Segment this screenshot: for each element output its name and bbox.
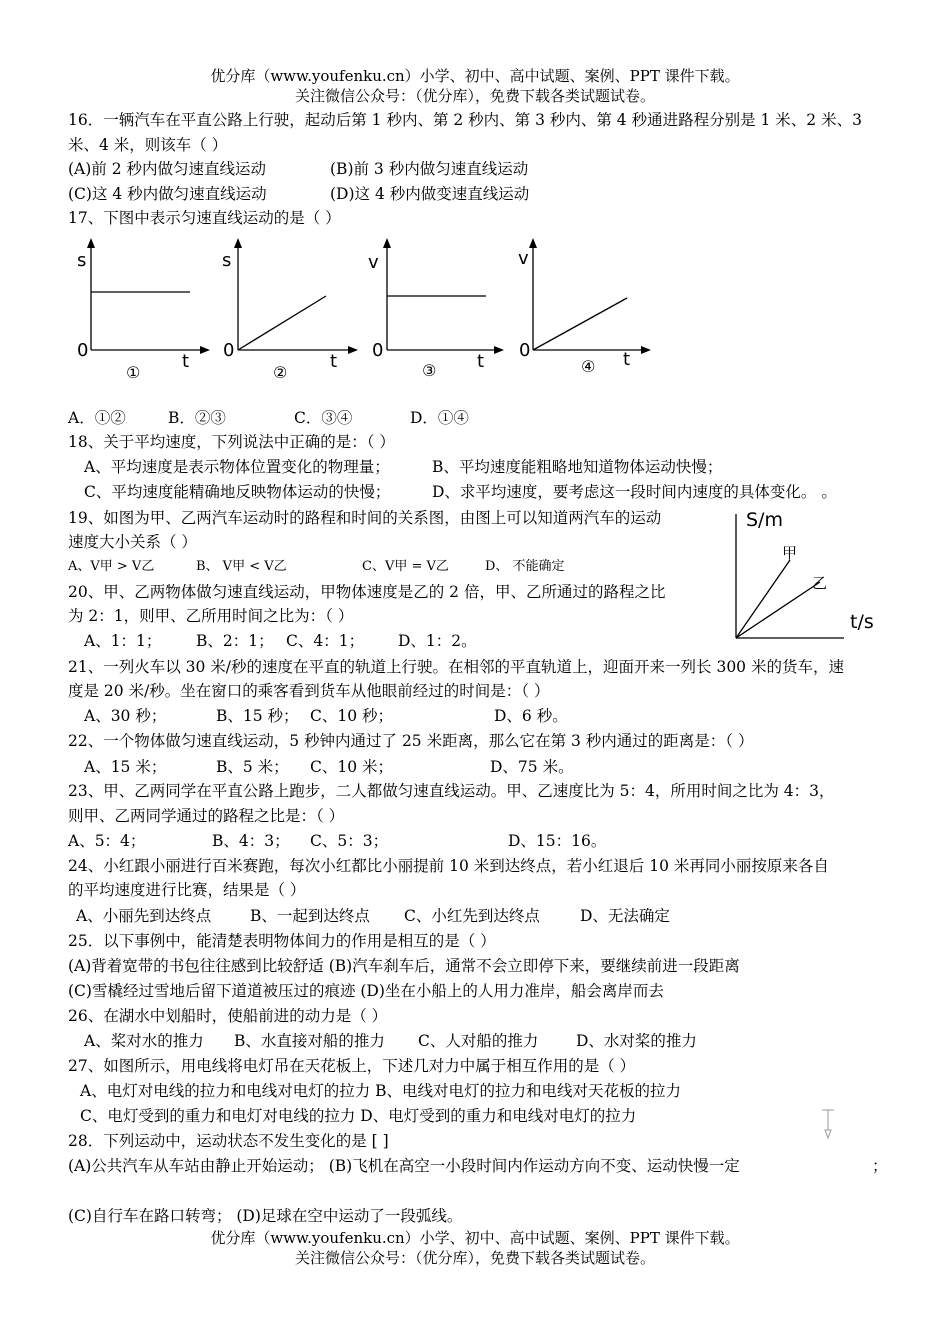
q26-stem: 26、在湖水中划船时，使船前进的动力是（ ） (68, 1007, 388, 1025)
q21-stem-1: 21、一列火车以 30 米/秒的速度在平直的轨道上行驶。在相邻的平直轨道上，迎面开来一列长 300 米的货车，速 (68, 658, 844, 676)
q21-option-c: C、10 秒； (310, 707, 394, 725)
q22-stem: 22、一个物体做匀速直线运动，5 秒钟内通过了 25 米距离，那么它在第 3 秒内通过的距离是：（ ） (68, 732, 754, 750)
q21-option-b: B、15 秒； (216, 707, 299, 725)
q28-options-ab: (A)公共汽车从车站由静止开始运动； (B)飞机在高空一小段时间内作运动方向不变、运动快慢一定 (68, 1157, 740, 1175)
q19-option-b: B、 V甲 < V乙 (196, 559, 287, 574)
q17-graph-4-xlabel: t (623, 349, 631, 370)
q22-option-a: A、15 米； (84, 758, 167, 776)
q28-semicolon: ； (872, 1157, 888, 1175)
q19-graph-line-jia: 甲 (782, 544, 798, 562)
header-line-2: 关注微信公众号：（优分库），免费下载各类试题试卷。 (294, 87, 655, 105)
q17-graph-2-number: ② (273, 363, 288, 382)
q25-options-cd: (C)雪橇经过雪地后留下道道被压过的痕迹 (D)坐在小船上的人用力准岸，船会离岸而去 (68, 982, 664, 1000)
q20-stem-2: 为 2：1，则甲、乙所用时间之比为：（ ） (68, 607, 354, 625)
q22-option-b: B、5 米； (216, 758, 289, 776)
q17-option-b: B．②③ (168, 409, 226, 427)
q17-graph-1-ylabel: s (77, 250, 87, 271)
q25-stem: 25．以下事例中，能清楚表明物体间力的作用是相互的是（ ） (68, 932, 496, 950)
q19-graph (722, 504, 902, 654)
q23-stem-1: 23、甲、乙两同学在平直公路上跑步，二人都做匀速直线运动。甲、乙速度比为 5：4，所用时间之比为 4：3， (68, 782, 835, 800)
q27-stem: 27、如图所示，用电线将电灯吊在天花板上，下述几对力中属于相互作用的是（ ） (68, 1057, 636, 1075)
q24-option-d: D、无法确定 (580, 907, 670, 925)
q17-graph-2-ylabel: s (222, 250, 232, 271)
q19-graph-xlabel: t/s (850, 611, 874, 633)
q20-option-a: A、1：1； (84, 632, 162, 650)
q17-graph-1-origin: 0 (77, 340, 89, 361)
q19-stem-1: 19、如图为甲、乙两汽车运动时的路程和时间的关系图，由图上可以知道两汽车的运动 (68, 509, 662, 527)
q19-option-d: D、 不能确定 (485, 559, 565, 574)
q16-option-c: (C)这 4 秒内做匀速直线运动 (68, 185, 267, 203)
q16-stem-2: 米、4 米，则该车（ ） (68, 136, 228, 154)
q24-option-a: A、小丽先到达终点 (76, 907, 212, 925)
q19-option-c: C、V甲 = V乙 (362, 559, 449, 574)
q17-graph-3 (368, 238, 504, 380)
q17-graph-4-origin: 0 (519, 340, 531, 361)
footer-line-1: 优分库（www.youfenku.cn）小学、初中、高中试题、案例、PPT 课件下载。 (210, 1229, 740, 1247)
header-line-1: 优分库（www.youfenku.cn）小学、初中、高中试题、案例、PPT 课件下载。 (210, 67, 740, 85)
q17-stem: 17、下图中表示匀速直线运动的是（ ） (68, 209, 341, 227)
q18-option-b: B、平均速度能粗略地知道物体运动快慢； (432, 458, 723, 476)
q17-graph-4-number: ④ (581, 357, 596, 376)
q16-option-d: (D)这 4 秒内做变速直线运动 (330, 185, 530, 203)
q17-option-a: A．①② (68, 409, 126, 427)
q18-option-c: C、平均速度能精确地反映物体运动的快慢； (84, 483, 391, 501)
q17-graph-2 (222, 238, 358, 382)
q24-stem-2: 的平均速度进行比赛，结果是（ ） (68, 881, 306, 899)
q16-option-a: (A)前 2 秒内做匀速直线运动 (68, 160, 267, 178)
q17-graph-2-origin: 0 (223, 340, 235, 361)
q18-stem: 18、关于平均速度，下列说法中正确的是：（ ） (68, 433, 395, 451)
q22-option-c: C、10 米； (310, 758, 394, 776)
q17-graph-3-xlabel: t (477, 351, 485, 372)
q23-stem-2: 则甲、乙两同学通过的路程之比是：（ ） (68, 807, 345, 825)
q26-option-b: B、水直接对船的推力 (234, 1032, 385, 1050)
q24-option-c: C、小红先到达终点 (404, 907, 540, 925)
q19-stem-2: 速度大小关系（ ） (68, 533, 197, 551)
q28-stem: 28．下列运动中，运动状态不发生变化的是 [ ] (68, 1132, 389, 1150)
q18-option-a: A、平均速度是表示物体位置变化的物理量； (84, 458, 390, 476)
q26-option-a: A、桨对水的推力 (84, 1032, 204, 1050)
q21-stem-2: 度是 20 米/秒。坐在窗口的乘客看到货车从他眼前经过的时间是：（ ） (68, 682, 550, 700)
q19-option-a: A、V甲 > V乙 (68, 559, 155, 574)
q21-option-d: D、6 秒。 (494, 707, 568, 725)
lamp-figure (818, 1108, 838, 1142)
q20-option-b: B、2：1； (196, 632, 274, 650)
q20-option-d: D、1：2。 (398, 632, 477, 650)
q26-option-c: C、人对船的推力 (418, 1032, 539, 1050)
q24-option-b: B、一起到达终点 (250, 907, 370, 925)
footer-line-2: 关注微信公众号：（优分库），免费下载各类试题试卷。 (294, 1249, 655, 1267)
q17-graph-1-xlabel: t (182, 351, 190, 372)
q24-stem-1: 24、小红跟小丽进行百米赛跑，每次小红都比小丽提前 10 米到达终点，若小红退后 10 米再同小丽按原来各自 (68, 857, 829, 875)
q17-graph-3-number: ③ (422, 361, 437, 380)
q23-option-c: C、5：3； (310, 832, 389, 850)
q17-graph-1-number: ① (126, 363, 141, 382)
q20-option-c: C、4：1； (286, 632, 365, 650)
q27-options-ab: A、电灯对电线的拉力和电线对电灯的拉力 B、电线对电灯的拉力和电线对天花板的拉力 (80, 1082, 682, 1100)
q17-graph-3-ylabel: v (368, 252, 379, 273)
q21-option-a: A、30 秒； (84, 707, 167, 725)
q17-option-c: C．③④ (294, 409, 353, 427)
q17-graph-4-ylabel: v (518, 248, 529, 269)
q16-option-b: (B)前 3 秒内做匀速直线运动 (330, 160, 529, 178)
q19-graph-ylabel: S/m (746, 509, 783, 531)
q25-options-ab: (A)背着宽带的书包往往感到比较舒适 (B)汽车刹车后，通常不会立即停下来，要继续前进一段距离 (68, 957, 740, 975)
q17-graph-4 (518, 238, 651, 376)
q20-stem-1: 20、甲、乙两物体做匀速直线运动，甲物体速度是乙的 2 倍，甲、乙所通过的路程之比 (68, 583, 666, 601)
q17-graph-3-origin: 0 (372, 340, 384, 361)
q23-option-a: A、5：4； (68, 832, 146, 850)
q17-graphs (60, 230, 660, 390)
q23-option-d: D、15：16。 (508, 832, 607, 850)
q28-options-ab-clip (68, 1156, 788, 1176)
q17-option-d: D．①④ (410, 409, 469, 427)
q17-graph-2-xlabel: t (330, 351, 338, 372)
q26-option-d: D、水对桨的推力 (576, 1032, 697, 1050)
q22-option-d: D、75 米。 (490, 758, 574, 776)
q18-option-d: D、求平均速度，要考虑这一段时间内速度的具体变化。 。 (432, 483, 837, 501)
q16-stem-1: 16．一辆汽车在平直公路上行驶，起动后第 1 秒内、第 2 秒内、第 3 秒内、第 4 秒通进路程分别是 1 米、2 米、3 (68, 111, 862, 129)
q27-options-cd: C、电灯受到的重力和电灯对电线的拉力 D、电灯受到的重力和电线对电灯的拉力 (80, 1107, 637, 1125)
q17-graph-1 (77, 238, 210, 382)
q19-graph-line-yi: 乙 (812, 574, 828, 592)
q23-option-b: B、4：3； (212, 832, 290, 850)
q28-options-cd: (C)自行车在路口转弯； (D)足球在空中运动了一段弧线。 (68, 1207, 463, 1225)
